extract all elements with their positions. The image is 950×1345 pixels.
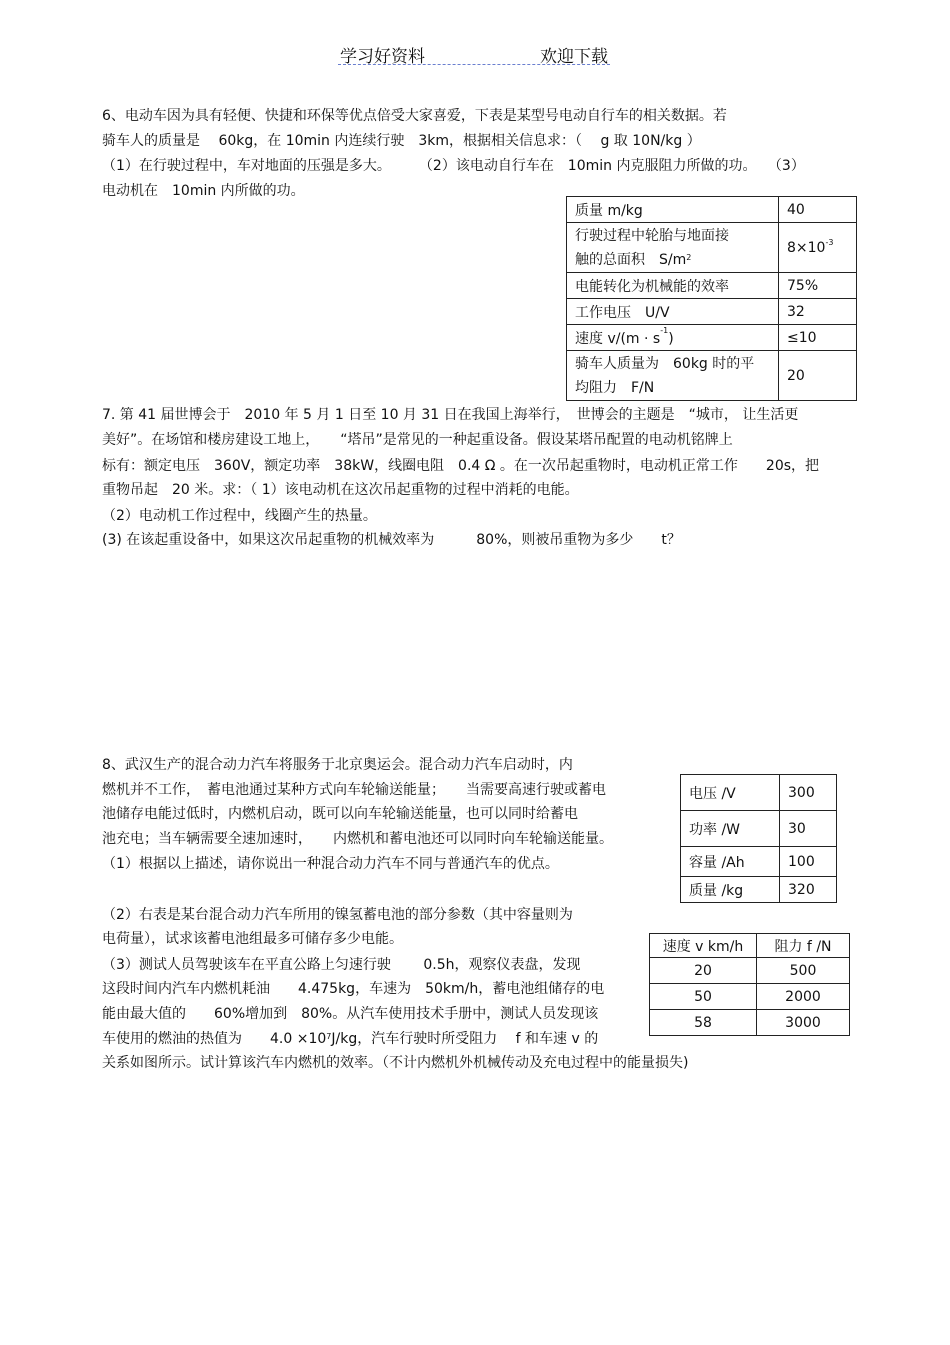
table-cell: 容量 /Ah xyxy=(681,847,780,877)
table-header-cell: 速度 v km/h xyxy=(650,934,757,958)
table-cell xyxy=(567,351,779,401)
q7-line-4: 重物吊起 20 米。求：（ 1）该电动机在这次吊起重物的过程中消耗的电能。 xyxy=(102,482,579,498)
table-cell: 电能转化为机械能的效率 xyxy=(567,273,779,299)
table-header-cell: 阻力 f /N xyxy=(757,934,850,958)
page-header xyxy=(338,40,610,65)
table-cell: 质量 /kg xyxy=(681,877,780,903)
q6-line-4: 电动机在 10min 内所做的功。 xyxy=(102,183,305,199)
table-cell: 320 xyxy=(780,877,837,903)
cell-line xyxy=(575,248,770,272)
table-cell xyxy=(567,223,779,273)
superscript: 7 xyxy=(326,1032,332,1041)
q7-line-1: 7. 第 41 届世博会于 2010 年 5 月 1 日至 10 月 31 日在我国上海举行， 世博会的主题是 “城市， 让生活更 xyxy=(102,407,799,423)
table-cell: 电压 /V xyxy=(681,775,780,811)
superscript: -1 xyxy=(660,325,669,335)
q7-line-3: 标有：额定电压 360V，额定功率 38kW，线圈电阻 0.4 Ω 。在一次吊起重物时，电动机正常工作 20s，把 xyxy=(102,458,820,474)
table-cell: 功率 /W xyxy=(681,811,780,847)
line-text: 车使用的燃油的热值为 4.0 ×10 xyxy=(102,1031,327,1047)
table-cell: 50 xyxy=(650,984,757,1010)
table-cell: 30 xyxy=(780,811,837,847)
cell-text: 触的总面积 S/m xyxy=(575,251,687,268)
table-cell: 32 xyxy=(779,299,857,325)
cell-line: 骑车人质量为 60kg 时的平 xyxy=(575,355,755,372)
speed-resistance-table xyxy=(649,933,850,1036)
q6-line-2: 骑车人的质量是 60kg，在 10min 内连续行驶 3km，根据相关信息求：（ g 取 10N/kg ） xyxy=(102,133,701,149)
table-cell: ≤10 xyxy=(779,325,857,351)
table-row xyxy=(567,273,857,299)
q6-line-3: （1）在行驶过程中，车对地面的压强是多大。 （2）该电动自行车在 10min 内克服阻力所做的功。 （3） xyxy=(102,158,805,174)
table-cell xyxy=(567,325,779,351)
q8-line-10: 能由最大值的 60%增加到 80%。从汽车使用技术手册中，测试人员发现该 xyxy=(102,1006,599,1022)
q8-line-1: 8、武汉生产的混合动力汽车将服务于北京奥运会。混合动力汽车启动时，内 xyxy=(102,757,573,773)
q8-line-6: （2）右表是某台混合动力汽车所用的镍氢蓄电池的部分参数（其中容量则为 xyxy=(102,907,573,923)
q8-line-9: 这段时间内汽车内燃机耗油 4.475kg，车速为 50km/h，蓄电池组储存的电 xyxy=(102,981,605,997)
superscript: 2 xyxy=(686,252,692,262)
table-row xyxy=(567,197,857,223)
table-row xyxy=(567,223,857,273)
table-row xyxy=(650,984,850,1010)
q8-line-4: 池充电；当车辆需要全速加速时， 内燃机和蓄电池还可以同时向车轮输送能量。 xyxy=(102,831,613,847)
q7-line-6: (3) 在该起重设备中，如果这次吊起重物的机械效率为 80%，则被吊重物为多少 t？ xyxy=(102,532,681,548)
table-cell: 20 xyxy=(779,351,857,401)
q7-line-2: 美好”。在场馆和楼房建设工地上， “塔吊”是常见的一种起重设备。假设某塔吊配置的电动机铭牌上 xyxy=(102,432,733,448)
table-cell: 20 xyxy=(650,958,757,984)
table-cell: 100 xyxy=(780,847,837,877)
q8-line-8: （3）测试人员驾驶该车在平直公路上匀速行驶 0.5h，观察仪表盘，发现 xyxy=(102,957,581,973)
table-cell: 2000 xyxy=(757,984,850,1010)
q6-line-1: 6、电动车因为具有轻便、快捷和环保等优点倍受大家喜爱，下表是某型号电动自行车的相关数据。若 xyxy=(102,108,727,124)
header-left-text: 学习好资料 xyxy=(340,47,425,67)
table-cell: 500 xyxy=(757,958,850,984)
table-cell: 质量 m/kg xyxy=(567,197,779,223)
table-cell: 工作电压 U/V xyxy=(567,299,779,325)
cell-text: 8×10 xyxy=(787,239,826,256)
table-cell: 75% xyxy=(779,273,857,299)
line-text: J/kg，汽车行驶时所受阻力 f 和车速 v 的 xyxy=(331,1031,599,1047)
battery-params-table xyxy=(680,774,837,903)
q8-line-12: 关系如图所示。试计算该汽车内燃机的效率。（不计内燃机外机械传动及充电过程中的能量损失) xyxy=(102,1055,689,1071)
cell-line: 行驶过程中轮胎与地面接 xyxy=(575,227,729,244)
table-cell xyxy=(779,223,857,273)
table-row xyxy=(567,299,857,325)
table-row xyxy=(650,934,850,958)
table-cell: 58 xyxy=(650,1010,757,1036)
table-row xyxy=(567,325,857,351)
table-row xyxy=(650,1010,850,1036)
q6-bike-table xyxy=(566,196,857,401)
table-cell: 40 xyxy=(779,197,857,223)
q8-line-7: 电荷量），试求该蓄电池组最多可储存多少电能。 xyxy=(102,931,403,947)
table-row xyxy=(681,877,837,903)
q8-line-5: （1）根据以上描述，请你说出一种混合动力汽车不同与普通汽车的优点。 xyxy=(102,856,559,872)
table-row xyxy=(681,775,837,811)
table-cell: 3000 xyxy=(757,1010,850,1036)
q7-line-5: （2）电动机工作过程中，线圈产生的热量。 xyxy=(102,508,377,524)
cell-text: 速度 v/(m · s xyxy=(575,330,661,347)
table-row xyxy=(681,811,837,847)
cell-text: ) xyxy=(668,330,674,347)
table-cell: 300 xyxy=(780,775,837,811)
header-right-text: 欢迎下载 xyxy=(540,47,608,67)
superscript: -3 xyxy=(825,237,834,247)
table-row xyxy=(567,351,857,401)
table-row xyxy=(681,847,837,877)
q8-line-11 xyxy=(102,1029,598,1049)
table-row xyxy=(650,958,850,984)
q8-line-2: 燃机并不工作， 蓄电池通过某种方式向车轮输送能量； 当需要高速行驶或蓄电 xyxy=(102,782,606,798)
q8-line-3: 池储存电能过低时，内燃机启动，既可以向车轮输送能量，也可以同时给蓄电 xyxy=(102,806,578,822)
cell-line: 均阻力 F/N xyxy=(575,379,655,396)
